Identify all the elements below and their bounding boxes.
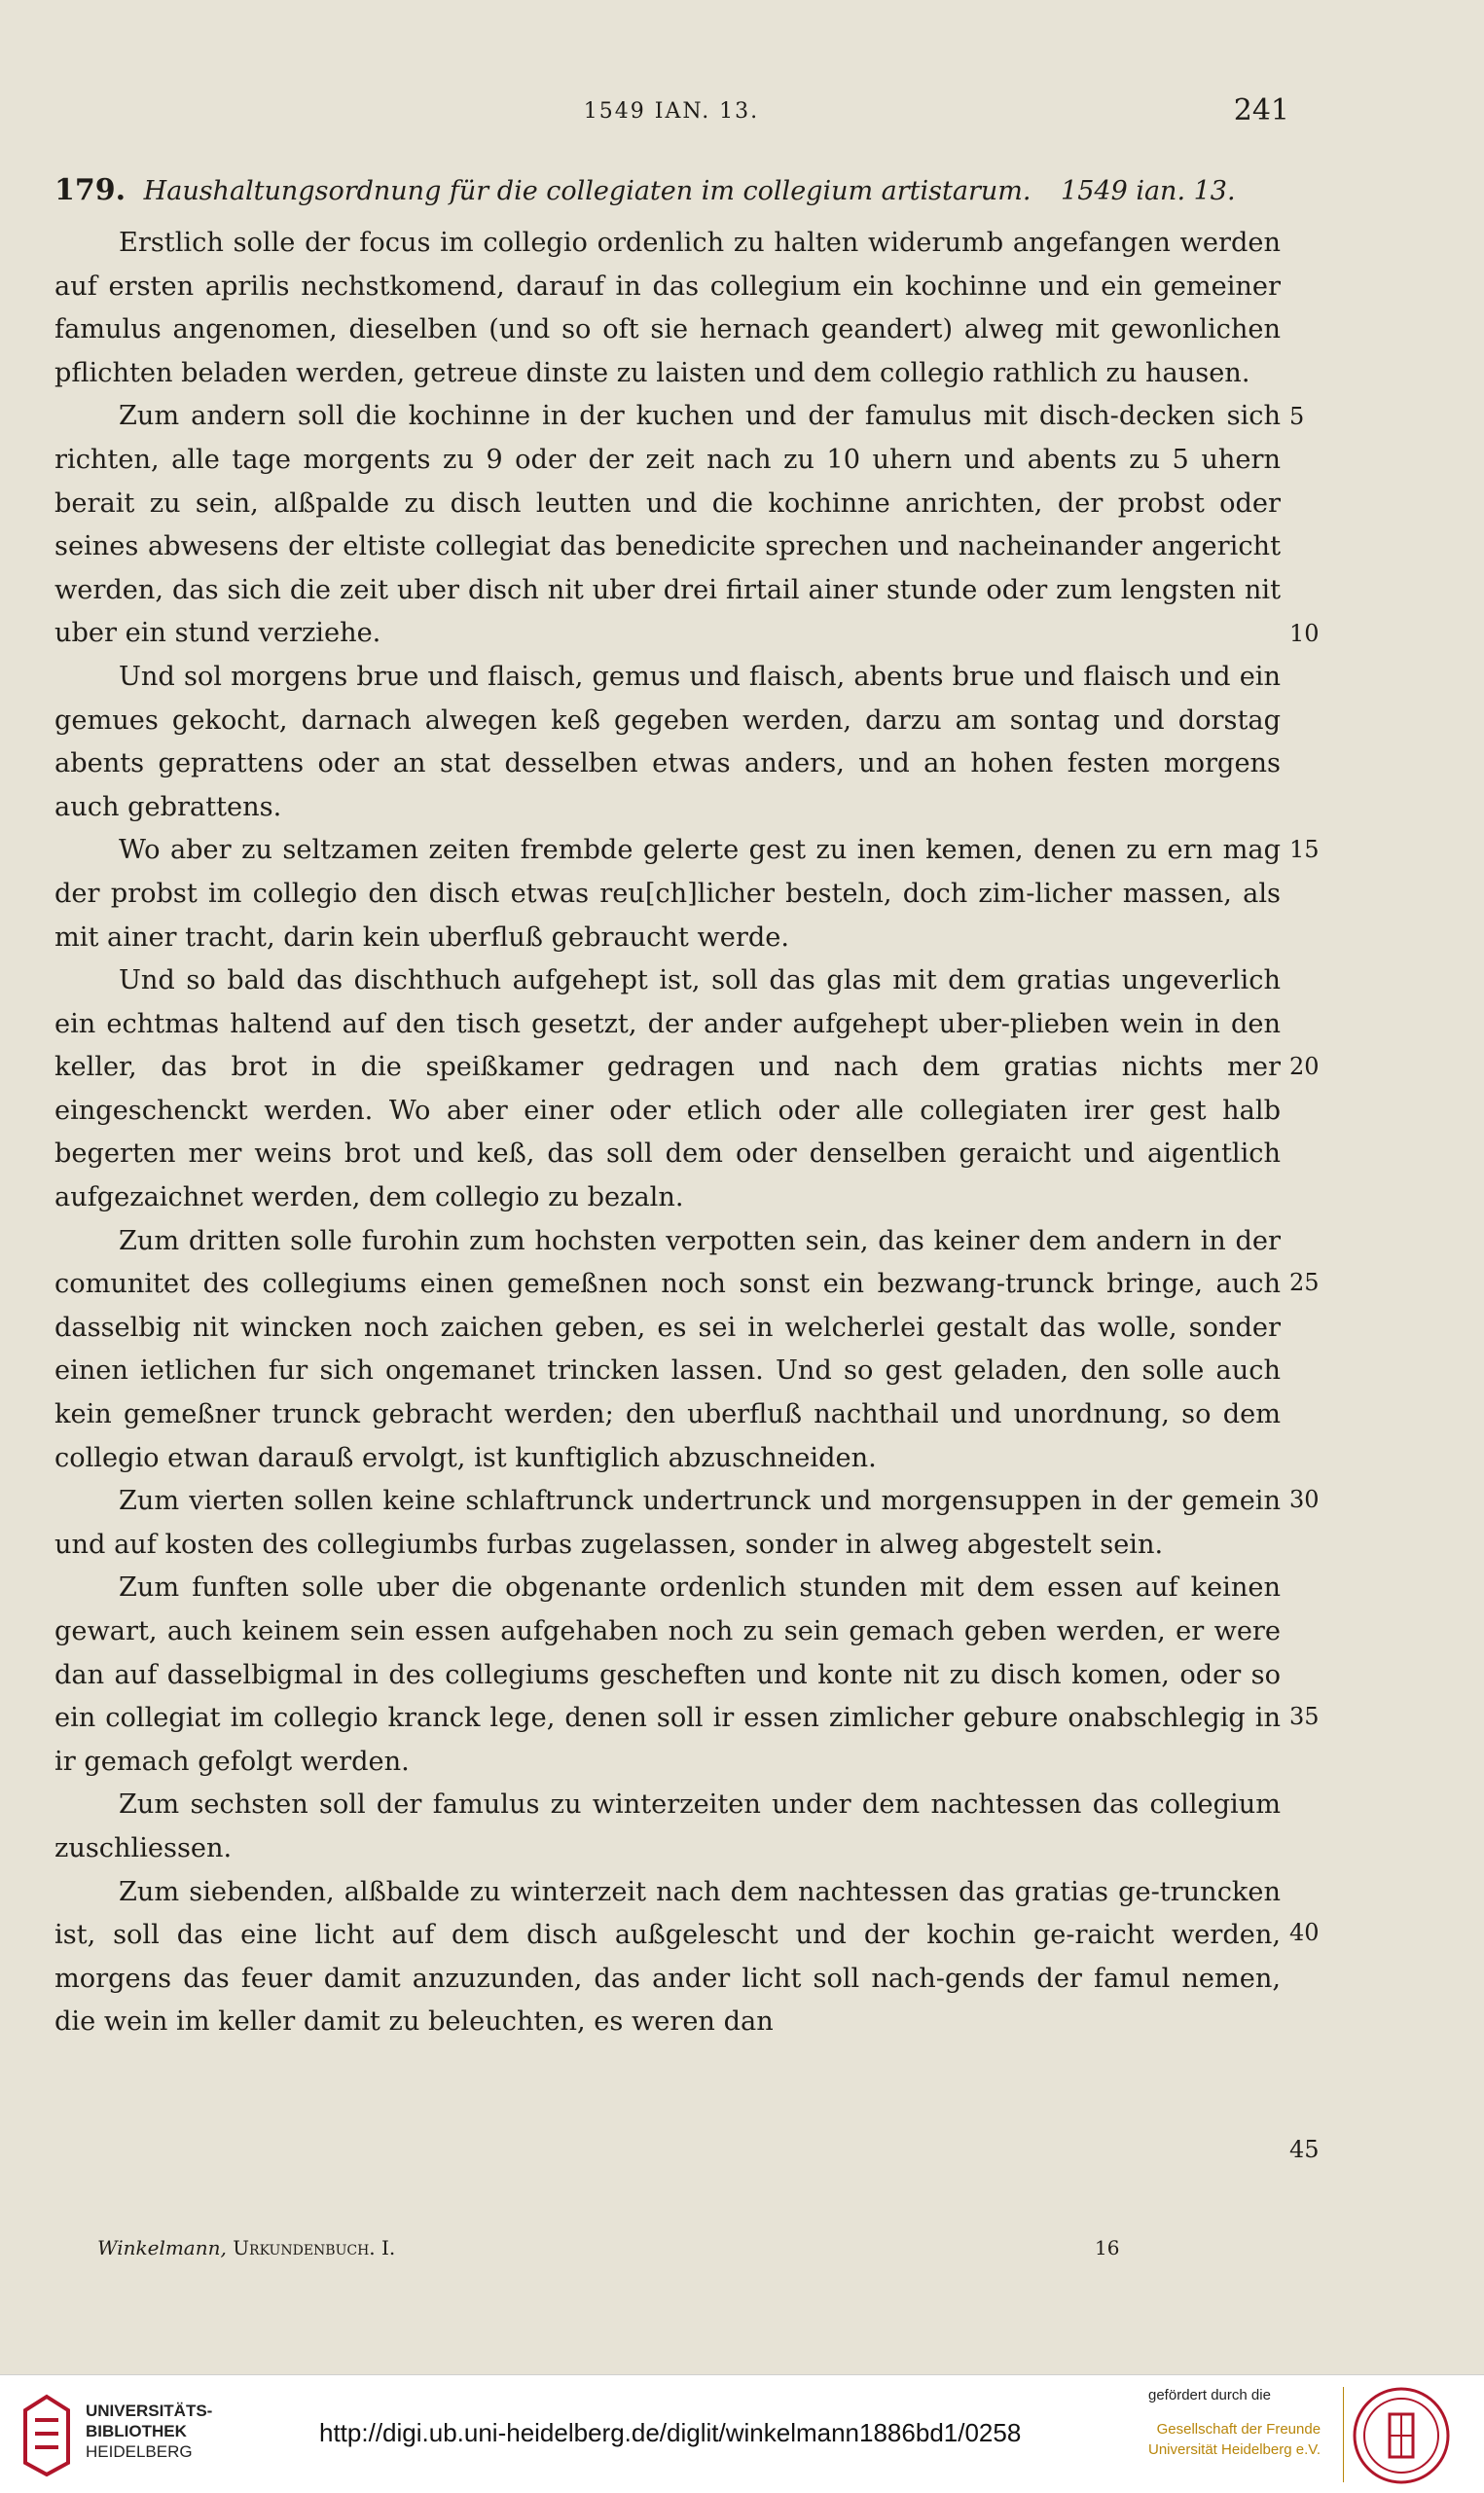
- line-number: 35: [1289, 1702, 1320, 1730]
- signature-line: [97, 2236, 395, 2259]
- signature-author: Winkelmann,: [97, 2236, 227, 2259]
- paragraph: Erstlich solle der focus im collegio ordenlich zu halten widerumb angefangen werden auf ersten aprilis nechstkomend, darauf in das collegium ein kochinne und ein gemeiner famulus angenomen, dieselben (und so oft sie hernach geandert) alweg mit gewonlichen pflichten beladen werden, getreue dinste zu laisten und dem collegio rathlich zu hausen.: [54, 228, 1281, 388]
- running-head: [0, 93, 1484, 132]
- library-logo-icon: [18, 2393, 76, 2476]
- line-number: 20: [1289, 1052, 1320, 1080]
- document-heading: [54, 173, 1281, 207]
- paragraph: Zum dritten solle furohin zum hochsten verpotten sein, das keiner dem andern in der comunitet des collegiums einen gemeßnen noch sonst ein bezwang-trunck bringe, auch dasselbig nit wincken noch zaichen geben, es sei in welcherlei gestalt das wolle, sonder einen ietlichen fur sich ongemanet trincken lassen. Und so gest geladen, den solle auch kein gemeßner trunck gebracht werden; den uberfluß nachthail und unordnung, so dem collegio etwan darauß ervolgt, ist kunftiglich abzuschneiden.: [54, 1225, 1281, 1473]
- line-number: 15: [1289, 836, 1320, 864]
- viewer-footer-bar: [0, 2374, 1484, 2493]
- page-number: 241: [1233, 93, 1289, 127]
- footer-divider: [1343, 2387, 1344, 2482]
- library-name-line: UNIVERSITÄTS-: [86, 2402, 213, 2420]
- permalink-url[interactable]: http://digi.ub.uni-heidelberg.de/diglit/winkelmann1886bd1/0258: [319, 2418, 1022, 2447]
- paragraph: Zum sechsten soll der famulus zu winterzeiten under dem nachtessen das collegium zuschliessen.: [54, 1789, 1281, 1863]
- line-number: 5: [1289, 403, 1305, 430]
- paragraph: Zum andern soll die kochinne in der kuchen und der famulus mit disch-decken sich richten, alle tage morgents zu 9 oder der zeit nach zu 10 uhern und abents zu 5 uhern berait zu sein, alßpalde zu disch leutten und die kochinne anrichten, der probst oder seines abwesens der eltiste collegiat das benedicite sprechen und nacheinander angericht werden, das sich die zeit uber disch nit uber drei firtail ainer stunde oder zum lengsten nit uber ein stund verziehe.: [54, 401, 1281, 649]
- line-number: 25: [1289, 1269, 1320, 1297]
- sponsor-name-line: Gesellschaft der Freunde: [1156, 2421, 1321, 2438]
- library-name-line: HEIDELBERG: [86, 2442, 193, 2461]
- paragraph: Wo aber zu seltzamen zeiten frembde gelerte gest zu inen kemen, denen zu ern mag der probst im collegio den disch etwas reu[ch]licher besteln, doch zim-licher massen, als mit ainer tracht, darin kein uberfluß gebraucht werde.: [54, 835, 1281, 953]
- paragraph: Und sol morgens brue und flaisch, gemus und flaisch, abents brue und flaisch und ein gemues gekocht, darnach alwegen keß gegeben werden, darzu am sontag und dorstag abents geprattens oder an stat desselben etwas anders, und an hohen festen morgens auch gebrattens.: [54, 661, 1281, 822]
- line-number: 45: [1289, 2135, 1320, 2163]
- line-number: 40: [1289, 1919, 1320, 1947]
- line-number: 30: [1289, 1485, 1320, 1513]
- university-seal-icon: [1351, 2385, 1452, 2486]
- sponsor-name-line: Universität Heidelberg e.V.: [1148, 2441, 1321, 2458]
- signature-work: Urkundenbuch. I.: [233, 2236, 396, 2259]
- sponsor-by-label: gefördert durch die: [1148, 2387, 1271, 2403]
- library-name: [86, 2401, 212, 2462]
- paragraph: Zum siebenden, alßbalde zu winterzeit nach dem nachtessen das gratias ge-truncken ist, soll das eine licht auf dem disch außgelescht und der kochin ge-raicht werden, morgens das feuer damit anzuzunden, das ander licht soll nach-gends der famul nemen, die wein im keller damit zu beleuchten, es weren dan: [54, 1876, 1281, 2038]
- document-number: 179.: [54, 173, 127, 207]
- body-text: [54, 222, 1281, 2044]
- line-number: 10: [1289, 619, 1320, 647]
- line-number-margin: [1289, 222, 1348, 2171]
- running-head-title: 1549 IAN. 13.: [583, 99, 760, 124]
- sponsor-credit: [1148, 2385, 1321, 2460]
- paragraph: Zum funften solle uber die obgenante ordenlich stunden mit dem essen auf keinen gewart, auch keinem sein essen aufgehaben noch zu sein gemach geben werden, er were dan auf dasselbigmal in des collegiums gescheften und konte nit zu disch komen, oder so ein collegiat im collegio kranck lege, denen soll ir essen zimlicher gebure onabschlegig in ir gemach gefolgt werden.: [54, 1572, 1281, 1777]
- document-date: 1549 ian. 13.: [1061, 176, 1236, 206]
- sheet-number: 16: [1095, 2236, 1120, 2259]
- paragraph: Und so bald das dischthuch aufgehept ist, soll das glas mit dem gratias ungeverlich ein echtmas haltend auf den tisch gesetzt, der ander aufgehept uber-plieben wein in den keller, das brot in die speißkamer gedragen und nach dem gratias nichts mer eingeschenckt werden. Wo aber einer oder etlich oder alle collegiaten irer gest halb begerten mer weins brot und keß, das soll dem oder denselben geraicht und aigentlich aufgezaichnet werden, dem collegio zu bezaln.: [54, 965, 1281, 1213]
- paragraph: Zum vierten sollen keine schlaftrunck undertrunck und morgensuppen in der gemein und auf kosten des collegiumbs furbas zugelassen, sonder in alweg abgestelt sein.: [54, 1486, 1281, 1560]
- library-name-line: BIBLIOTHEK: [86, 2422, 187, 2440]
- document-title: Haushaltungsordnung für die collegiaten im collegium artistarum.: [143, 176, 1032, 206]
